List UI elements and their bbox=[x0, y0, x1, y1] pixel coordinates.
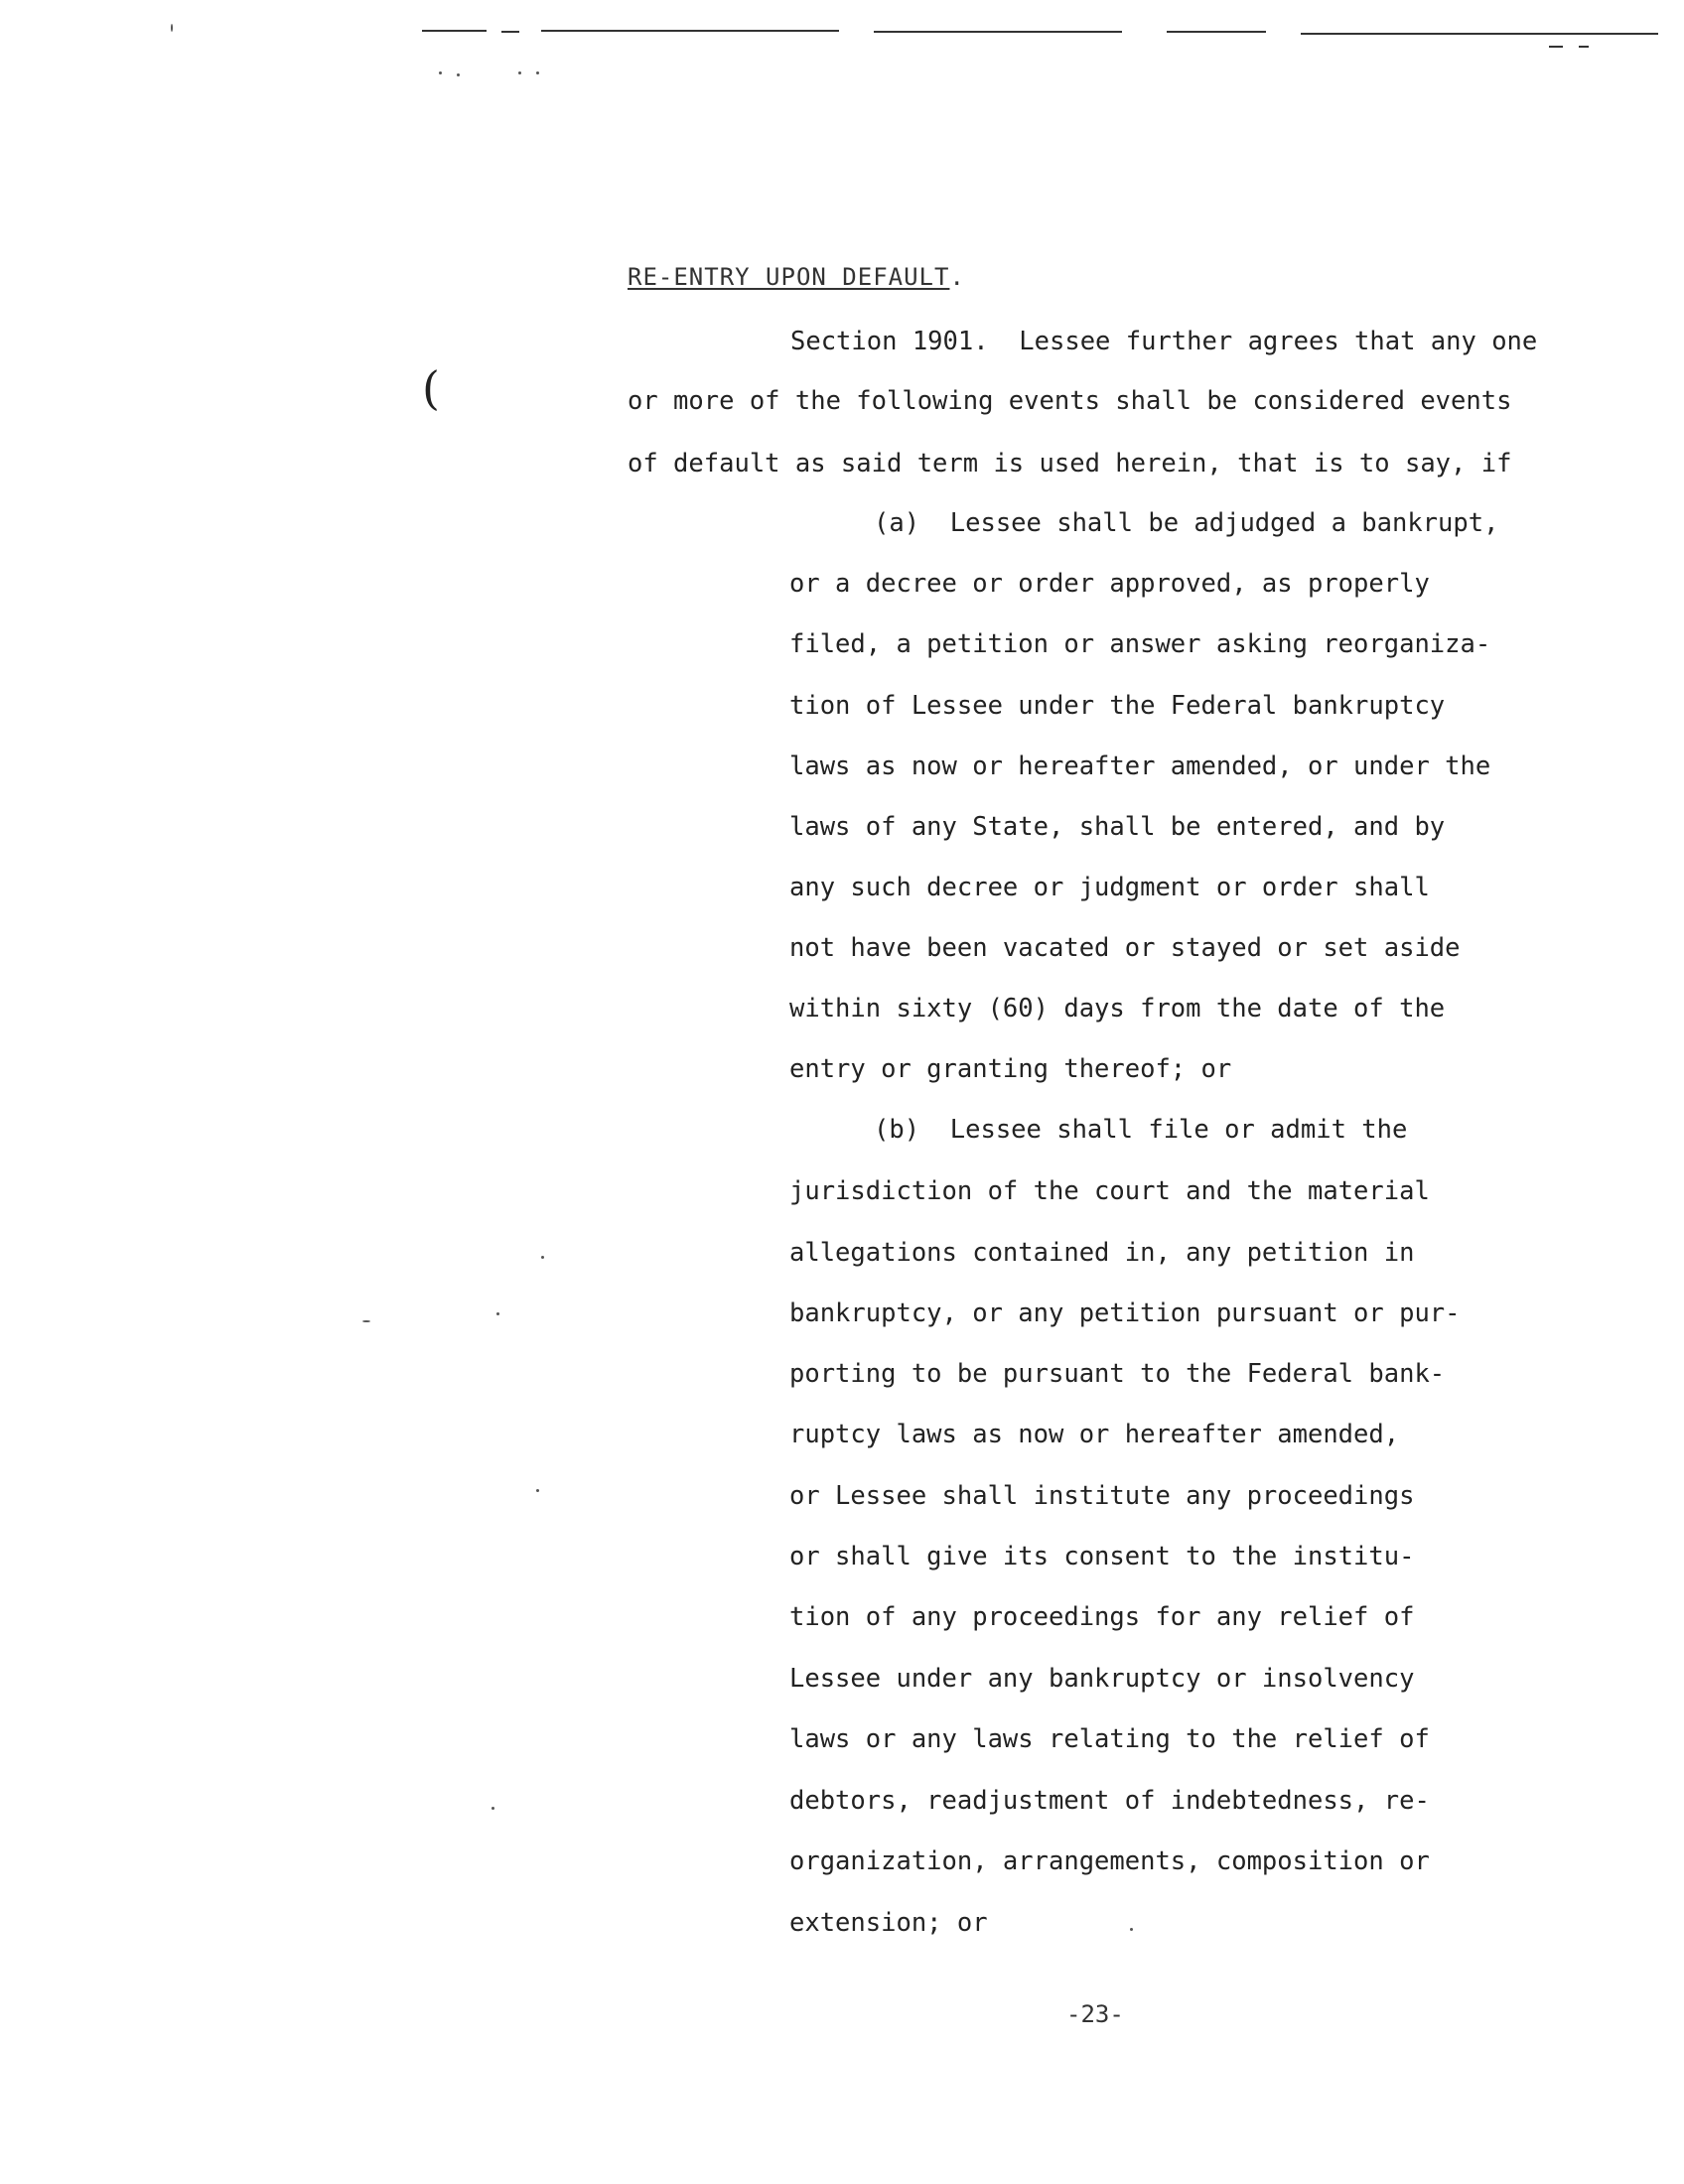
scan-artifact-line bbox=[541, 30, 839, 32]
scan-artifact-dot bbox=[457, 73, 460, 76]
clause-a-line: laws of any State, shall be entered, and by bbox=[789, 812, 1446, 842]
clause-b-line: debtors, readjustment of indebtedness, re- bbox=[789, 1786, 1430, 1816]
scan-artifact-line bbox=[1167, 31, 1266, 33]
clause-b-line: porting to be pursuant to the Federal bank- bbox=[789, 1359, 1446, 1389]
clause-a-line: any such decree or judgment or order shall bbox=[789, 873, 1430, 902]
clause-a-line: or a decree or order approved, as properly bbox=[789, 569, 1430, 599]
scan-artifact-line bbox=[1549, 46, 1563, 48]
clause-b-line: laws or any laws relating to the relief of bbox=[789, 1724, 1430, 1754]
clause-a-line: (a) Lessee shall be adjudged a bankrupt, bbox=[874, 508, 1499, 538]
section-heading bbox=[628, 263, 965, 291]
clause-b-line: jurisdiction of the court and the material bbox=[789, 1176, 1430, 1206]
clause-b-line: Lessee under any bankruptcy or insolvency bbox=[789, 1664, 1415, 1694]
scan-artifact-dot bbox=[439, 71, 442, 74]
scan-artifact-dot bbox=[536, 1489, 539, 1492]
clause-b-line: extension; or bbox=[789, 1908, 988, 1938]
scan-artifact-line bbox=[874, 31, 1122, 33]
clause-a-line: tion of Lessee under the Federal bankruptcy bbox=[789, 691, 1446, 721]
scan-artifact-dot bbox=[171, 24, 173, 32]
clause-a-line: within sixty (60) days from the date of the bbox=[789, 994, 1446, 1024]
scan-artifact-dot bbox=[518, 71, 521, 74]
clause-b-line: allegations contained in, any petition in bbox=[789, 1238, 1415, 1268]
scan-artifact-line bbox=[1579, 46, 1589, 48]
scan-artifact-line bbox=[501, 31, 519, 33]
scan-artifact-line bbox=[422, 30, 487, 32]
scan-artifact-dot bbox=[541, 1256, 544, 1259]
section-heading-period: . bbox=[949, 263, 965, 291]
clause-b-line: organization, arrangements, composition or bbox=[789, 1846, 1430, 1876]
intro-line: or more of the following events shall be considered events bbox=[628, 386, 1512, 416]
clause-a-line: filed, a petition or answer asking reorganiza- bbox=[789, 629, 1491, 659]
clause-b-line: ruptcy laws as now or hereafter amended, bbox=[789, 1420, 1400, 1449]
clause-b-line: tion of any proceedings for any relief of bbox=[789, 1602, 1415, 1632]
clause-b-line: or Lessee shall institute any proceedings bbox=[789, 1481, 1415, 1511]
intro-line: of default as said term is used herein, that is to say, if bbox=[628, 449, 1512, 478]
scan-artifact-dot bbox=[491, 1807, 494, 1810]
scan-artifact-dot bbox=[496, 1312, 499, 1315]
intro-line: Section 1901. Lessee further agrees that any one bbox=[790, 327, 1538, 356]
clause-b-line: (b) Lessee shall file or admit the bbox=[874, 1115, 1408, 1145]
scan-artifact-dot bbox=[362, 1320, 370, 1322]
clause-b-line: or shall give its consent to the institu- bbox=[789, 1542, 1415, 1571]
scan-artifact-dot bbox=[1130, 1928, 1133, 1931]
section-heading-text: RE-ENTRY UPON DEFAULT bbox=[628, 263, 950, 291]
page-number: -23- bbox=[1066, 2000, 1124, 2028]
margin-parenthesis-mark: ( bbox=[422, 361, 440, 415]
scan-artifact-line bbox=[1301, 33, 1658, 35]
clause-a-line: not have been vacated or stayed or set aside bbox=[789, 933, 1461, 963]
scan-artifact-dot bbox=[536, 71, 539, 74]
clause-a-line: laws as now or hereafter amended, or under the bbox=[789, 751, 1491, 781]
clause-a-line: entry or granting thereof; or bbox=[789, 1054, 1232, 1084]
clause-b-line: bankruptcy, or any petition pursuant or pur- bbox=[789, 1298, 1461, 1328]
